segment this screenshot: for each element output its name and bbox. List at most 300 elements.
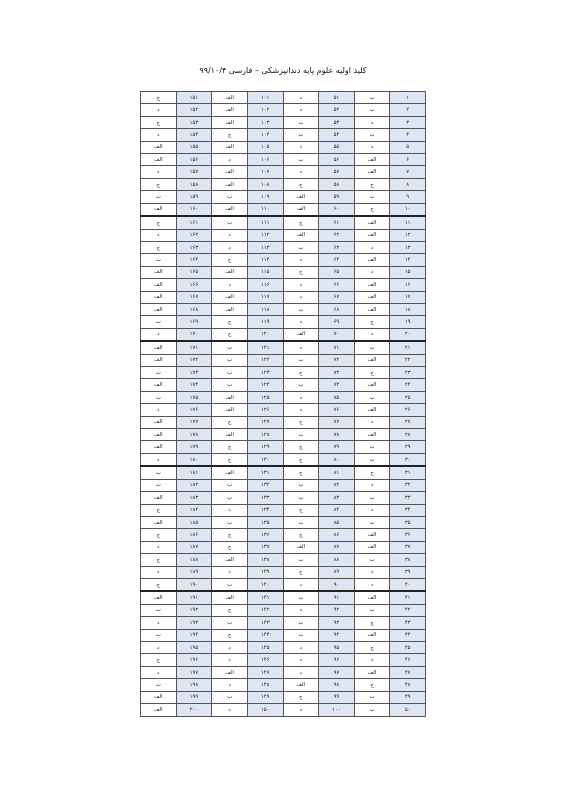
question-number-cell: ۹۰ xyxy=(319,578,355,591)
question-number-cell: ۷۱ xyxy=(319,341,355,354)
answer-cell: د xyxy=(212,704,248,717)
question-number-cell: ۱۲۵ xyxy=(247,391,283,403)
question-number-cell: ۶۹ xyxy=(319,316,355,328)
question-number-cell: ۱۰۹ xyxy=(247,191,283,203)
answer-cell: الف xyxy=(141,303,177,315)
answer-cell: الف xyxy=(141,704,177,717)
answer-cell: الف xyxy=(354,404,390,416)
question-number-cell: ۱۹۴ xyxy=(176,629,212,641)
table-row xyxy=(141,391,426,403)
question-number-cell: ۶۴ xyxy=(319,254,355,266)
answer-cell: ب xyxy=(354,92,390,104)
question-number-cell: ۱۵۲ xyxy=(176,104,212,116)
question-number-cell: ۹۸ xyxy=(319,679,355,691)
answer-cell: ب xyxy=(283,429,319,441)
question-number-cell: ۵۲ xyxy=(319,104,355,116)
answer-cell: ج xyxy=(283,566,319,578)
question-number-cell: ۶۱ xyxy=(319,216,355,229)
answer-cell: د xyxy=(283,141,319,153)
question-number-cell: ۱۱۹ xyxy=(247,316,283,328)
table-row xyxy=(141,429,426,441)
question-number-cell: ۱۰۸ xyxy=(247,178,283,190)
question-number-cell: ۶۵ xyxy=(319,266,355,278)
answer-cell: د xyxy=(283,704,319,717)
question-number-cell: ۱۷ xyxy=(390,291,426,303)
question-number-cell: ۱۹۳ xyxy=(176,617,212,629)
answer-cell: الف xyxy=(141,266,177,278)
question-number-cell: ۱۲۹ xyxy=(247,441,283,453)
answer-cell: ب xyxy=(141,316,177,328)
answer-cell: ج xyxy=(354,679,390,691)
question-number-cell: ۲۹ xyxy=(390,441,426,453)
question-number-cell: ۱۹۲ xyxy=(176,604,212,616)
answer-cell: ب xyxy=(212,354,248,366)
question-number-cell: ۷ xyxy=(390,166,426,178)
question-number-cell: ۱۰۱ xyxy=(247,92,283,104)
question-number-cell: ۱۵۹ xyxy=(176,191,212,203)
question-number-cell: ۱۰۴ xyxy=(247,129,283,141)
answer-cell: ب xyxy=(354,441,390,453)
question-number-cell: ۶۰ xyxy=(319,203,355,216)
answer-cell: د xyxy=(354,116,390,128)
answer-cell: ب xyxy=(141,254,177,266)
question-number-cell: ۹۵ xyxy=(319,642,355,654)
answer-cell: ب xyxy=(141,391,177,403)
table-row xyxy=(141,541,426,553)
table-row xyxy=(141,479,426,491)
answer-cell: الف xyxy=(141,341,177,354)
question-number-cell: ۱۳۱ xyxy=(247,466,283,479)
answer-cell: ب xyxy=(212,341,248,354)
answer-cell: د xyxy=(283,654,319,666)
answer-cell: الف xyxy=(354,529,390,541)
question-number-cell: ۲ xyxy=(390,104,426,116)
question-number-cell: ۱۰ xyxy=(390,203,426,216)
answer-cell: ب xyxy=(212,191,248,203)
question-number-cell: ۴۸ xyxy=(390,679,426,691)
question-number-cell: ۱۲۲ xyxy=(247,354,283,366)
question-number-cell: ۷۷ xyxy=(319,416,355,428)
table-row xyxy=(141,578,426,591)
question-number-cell: ۱۵۳ xyxy=(176,116,212,128)
answer-cell: ب xyxy=(283,516,319,528)
answer-cell: د xyxy=(283,604,319,616)
answer-cell: ج xyxy=(212,453,248,466)
question-number-cell: ۶۸ xyxy=(319,303,355,315)
answer-cell: الف xyxy=(141,354,177,366)
table-row xyxy=(141,141,426,153)
table-row xyxy=(141,229,426,241)
answer-cell: ج xyxy=(212,416,248,428)
question-number-cell: ۱۸۵ xyxy=(176,516,212,528)
question-number-cell: ۹۱ xyxy=(319,591,355,604)
table-row xyxy=(141,642,426,654)
answer-cell: ب xyxy=(212,691,248,703)
question-number-cell: ۱۴۵ xyxy=(247,642,283,654)
answer-cell: ج xyxy=(354,642,390,654)
answer-cell: ب xyxy=(283,492,319,504)
table-row xyxy=(141,704,426,717)
answer-cell: د xyxy=(212,154,248,166)
question-number-cell: ۱۳۸ xyxy=(247,554,283,566)
question-number-cell: ۱۳۷ xyxy=(247,541,283,553)
question-number-cell: ۵۰ xyxy=(390,704,426,717)
question-number-cell: ۴۵ xyxy=(390,642,426,654)
question-number-cell: ۱۴۲ xyxy=(247,604,283,616)
question-number-cell: ۱۴۱ xyxy=(247,591,283,604)
question-number-cell: ۲۵ xyxy=(390,391,426,403)
question-number-cell: ۱۶۲ xyxy=(176,229,212,241)
question-number-cell: ۱۵۰ xyxy=(247,704,283,717)
answer-cell: ج xyxy=(354,367,390,379)
question-number-cell: ۷۶ xyxy=(319,404,355,416)
answer-cell: د xyxy=(283,92,319,104)
table-row xyxy=(141,254,426,266)
answer-cell: ج xyxy=(354,316,390,328)
answer-cell: ب xyxy=(212,479,248,491)
question-number-cell: ۱۶۶ xyxy=(176,279,212,291)
question-number-cell: ۱۷۵ xyxy=(176,391,212,403)
question-number-cell: ۱۲۳ xyxy=(247,367,283,379)
question-number-cell: ۱۵۸ xyxy=(176,178,212,190)
question-number-cell: ۱۵۴ xyxy=(176,129,212,141)
answer-cell: ب xyxy=(212,617,248,629)
answer-cell: د xyxy=(283,279,319,291)
question-number-cell: ۱۵۶ xyxy=(176,154,212,166)
answer-cell: الف xyxy=(212,92,248,104)
question-number-cell: ۹ xyxy=(390,191,426,203)
question-number-cell: ۷۴ xyxy=(319,379,355,391)
answer-cell: الف xyxy=(212,404,248,416)
answer-cell: الف xyxy=(283,203,319,216)
answer-cell: ج xyxy=(354,617,390,629)
table-row xyxy=(141,691,426,703)
answer-cell: الف xyxy=(354,166,390,178)
answer-cell: ج xyxy=(283,691,319,703)
question-number-cell: ۱۶۸ xyxy=(176,303,212,315)
answer-cell: الف xyxy=(354,254,390,266)
answer-cell: ب xyxy=(141,679,177,691)
answer-cell: د xyxy=(354,566,390,578)
answer-cell: د xyxy=(212,566,248,578)
question-number-cell: ۵۱ xyxy=(319,92,355,104)
answer-cell: ب xyxy=(354,129,390,141)
table-row xyxy=(141,328,426,341)
question-number-cell: ۱۸۱ xyxy=(176,466,212,479)
table-row xyxy=(141,116,426,128)
table-row xyxy=(141,166,426,178)
answer-cell: د xyxy=(354,266,390,278)
answer-cell: الف xyxy=(354,279,390,291)
answer-cell: د xyxy=(283,391,319,403)
question-number-cell: ۱۰۰ xyxy=(319,704,355,717)
question-number-cell: ۹۳ xyxy=(319,617,355,629)
answer-cell: د xyxy=(141,642,177,654)
answer-cell: ج xyxy=(212,604,248,616)
question-number-cell: ۸۳ xyxy=(319,492,355,504)
question-number-cell: ۹۹ xyxy=(319,691,355,703)
table-row xyxy=(141,367,426,379)
question-number-cell: ۴۱ xyxy=(390,591,426,604)
question-number-cell: ۸۰ xyxy=(319,453,355,466)
question-number-cell: ۷۹ xyxy=(319,441,355,453)
question-number-cell: ۱۶۱ xyxy=(176,216,212,229)
table-row xyxy=(141,604,426,616)
answer-cell: الف xyxy=(212,303,248,315)
table-row xyxy=(141,666,426,678)
table-row xyxy=(141,591,426,604)
answer-cell: الف xyxy=(141,291,177,303)
answer-cell: ج xyxy=(283,367,319,379)
answer-cell: ب xyxy=(212,516,248,528)
question-number-cell: ۱۷۶ xyxy=(176,404,212,416)
answer-cell: د xyxy=(212,679,248,691)
question-number-cell: ۱۹۱ xyxy=(176,591,212,604)
question-number-cell: ۴۲ xyxy=(390,604,426,616)
answer-cell: د xyxy=(354,328,390,341)
question-number-cell: ۱۱۸ xyxy=(247,303,283,315)
answer-cell: ب xyxy=(354,704,390,717)
page-title: کلید اولیه علوم پایه دندانپزشکی – فارسی ۹۹/۱۰/۴ xyxy=(199,66,367,75)
answer-cell: ب xyxy=(354,191,390,203)
answer-cell: ج xyxy=(141,504,177,516)
answer-cell: د xyxy=(141,229,177,241)
answer-cell: د xyxy=(354,654,390,666)
question-number-cell: ۱۹۵ xyxy=(176,642,212,654)
question-number-cell: ۷۵ xyxy=(319,391,355,403)
answer-cell: الف xyxy=(283,191,319,203)
answer-cell: الف xyxy=(141,141,177,153)
question-number-cell: ۵۵ xyxy=(319,141,355,153)
answer-cell: الف xyxy=(283,541,319,553)
answer-cell: الف xyxy=(212,203,248,216)
answer-cell: ب xyxy=(141,604,177,616)
answer-cell: ج xyxy=(212,254,248,266)
question-number-cell: ۱۳۵ xyxy=(247,516,283,528)
table-row xyxy=(141,178,426,190)
question-number-cell: ۹۴ xyxy=(319,629,355,641)
question-number-cell: ۱۶۹ xyxy=(176,316,212,328)
question-number-cell: ۱۳۰ xyxy=(247,453,283,466)
answer-cell: الف xyxy=(354,154,390,166)
table-row xyxy=(141,516,426,528)
question-number-cell: ۱۶۷ xyxy=(176,291,212,303)
table-row xyxy=(141,203,426,216)
answer-cell: ب xyxy=(283,554,319,566)
answer-cell: ب xyxy=(141,367,177,379)
question-number-cell: ۲۰۰ xyxy=(176,704,212,717)
question-number-cell: ۵۹ xyxy=(319,191,355,203)
answer-cell: د xyxy=(354,416,390,428)
question-number-cell: ۱۷۷ xyxy=(176,416,212,428)
table-row xyxy=(141,92,426,104)
question-number-cell: ۱۹ xyxy=(390,316,426,328)
question-number-cell: ۶۲ xyxy=(319,229,355,241)
answer-cell: الف xyxy=(212,178,248,190)
table-row xyxy=(141,453,426,466)
question-number-cell: ۱۶۰ xyxy=(176,203,212,216)
question-number-cell: ۸۲ xyxy=(319,479,355,491)
question-number-cell: ۱۵ xyxy=(390,266,426,278)
question-number-cell: ۱۸۳ xyxy=(176,492,212,504)
answer-cell: الف xyxy=(354,379,390,391)
question-number-cell: ۵۴ xyxy=(319,129,355,141)
answer-cell: الف xyxy=(354,354,390,366)
question-number-cell: ۴۶ xyxy=(390,654,426,666)
question-number-cell: ۱۵۷ xyxy=(176,166,212,178)
answer-cell: د xyxy=(354,504,390,516)
answer-cell: ج xyxy=(212,129,248,141)
table-row xyxy=(141,104,426,116)
answer-cell: د xyxy=(212,504,248,516)
question-number-cell: ۹۲ xyxy=(319,604,355,616)
answer-cell: ب xyxy=(141,466,177,479)
answer-cell: الف xyxy=(212,291,248,303)
answer-cell: د xyxy=(141,566,177,578)
question-number-cell: ۶۷ xyxy=(319,291,355,303)
answer-cell: ج xyxy=(141,216,177,229)
answer-cell: الف xyxy=(141,591,177,604)
question-number-cell: ۱۰۵ xyxy=(247,141,283,153)
table-row xyxy=(141,492,426,504)
question-number-cell: ۳۵ xyxy=(390,516,426,528)
answer-cell: ب xyxy=(283,303,319,315)
question-number-cell: ۱۴۳ xyxy=(247,617,283,629)
answer-cell: ب xyxy=(141,191,177,203)
question-number-cell: ۲۸ xyxy=(390,429,426,441)
question-number-cell: ۱۴۸ xyxy=(247,679,283,691)
question-number-cell: ۱۷۳ xyxy=(176,367,212,379)
question-number-cell: ۳۰ xyxy=(390,453,426,466)
answer-cell: الف xyxy=(354,229,390,241)
answer-cell: الف xyxy=(212,266,248,278)
question-number-cell: ۱۲۴ xyxy=(247,379,283,391)
question-number-cell: ۲۲ xyxy=(390,354,426,366)
answer-cell: ج xyxy=(212,316,248,328)
answer-cell: ب xyxy=(354,341,390,354)
question-number-cell: ۱۹۸ xyxy=(176,679,212,691)
answer-cell: ب xyxy=(212,216,248,229)
answer-cell: ج xyxy=(283,178,319,190)
answer-cell: د xyxy=(354,578,390,591)
question-number-cell: ۱۰۷ xyxy=(247,166,283,178)
table-row xyxy=(141,303,426,315)
answer-cell: الف xyxy=(141,691,177,703)
question-number-cell: ۳۸ xyxy=(390,554,426,566)
question-number-cell: ۱۲ xyxy=(390,229,426,241)
question-number-cell: ۱۲۶ xyxy=(247,404,283,416)
question-number-cell: ۱۷۰ xyxy=(176,328,212,341)
table-row xyxy=(141,291,426,303)
answer-cell: د xyxy=(141,129,177,141)
question-number-cell: ۱۱۱ xyxy=(247,216,283,229)
answer-cell: الف xyxy=(212,391,248,403)
answer-cell: الف xyxy=(283,229,319,241)
answer-cell: الف xyxy=(212,141,248,153)
question-number-cell: ۱۳۳ xyxy=(247,492,283,504)
answer-cell: د xyxy=(212,229,248,241)
question-number-cell: ۸۵ xyxy=(319,516,355,528)
answer-cell: ب xyxy=(283,479,319,491)
answer-cell: د xyxy=(283,166,319,178)
answer-cell: د xyxy=(354,479,390,491)
answer-cell: ج xyxy=(354,466,390,479)
question-number-cell: ۸۸ xyxy=(319,554,355,566)
answer-cell: الف xyxy=(141,154,177,166)
question-number-cell: ۱۰۲ xyxy=(247,104,283,116)
question-number-cell: ۳ xyxy=(390,116,426,128)
answer-cell: الف xyxy=(354,541,390,553)
answer-cell: الف xyxy=(141,441,177,453)
question-number-cell: ۱۴۶ xyxy=(247,654,283,666)
question-number-cell: ۱۷۹ xyxy=(176,441,212,453)
question-number-cell: ۱۴۰ xyxy=(247,578,283,591)
question-number-cell: ۸۷ xyxy=(319,541,355,553)
answer-cell: الف xyxy=(354,629,390,641)
answer-cell: ب xyxy=(283,241,319,253)
question-number-cell: ۶۶ xyxy=(319,279,355,291)
answer-cell: ب xyxy=(212,492,248,504)
answer-cell: ج xyxy=(212,441,248,453)
question-number-cell: ۱۱۳ xyxy=(247,241,283,253)
answer-cell: الف xyxy=(212,666,248,678)
answer-cell: ج xyxy=(141,92,177,104)
answer-cell: د xyxy=(141,541,177,553)
table-row xyxy=(141,404,426,416)
question-number-cell: ۱۷۴ xyxy=(176,379,212,391)
question-number-cell: ۱۵۱ xyxy=(176,92,212,104)
table-row xyxy=(141,504,426,516)
question-number-cell: ۱۹۷ xyxy=(176,666,212,678)
answer-cell: د xyxy=(141,453,177,466)
answer-cell: د xyxy=(141,404,177,416)
answer-cell: د xyxy=(354,141,390,153)
answer-cell: د xyxy=(141,328,177,341)
answer-cell: ج xyxy=(212,529,248,541)
answer-cell: د xyxy=(283,341,319,354)
question-number-cell: ۱۸۰ xyxy=(176,453,212,466)
question-number-cell: ۳۱ xyxy=(390,466,426,479)
question-number-cell: ۱۲۷ xyxy=(247,416,283,428)
answer-cell: د xyxy=(141,166,177,178)
question-number-cell: ۲۳ xyxy=(390,367,426,379)
answer-cell: ب xyxy=(283,154,319,166)
table-row xyxy=(141,617,426,629)
answer-cell: د xyxy=(141,104,177,116)
answer-cell: ب xyxy=(283,354,319,366)
question-number-cell: ۱۲۸ xyxy=(247,429,283,441)
question-number-cell: ۳۴ xyxy=(390,504,426,516)
question-number-cell: ۸۱ xyxy=(319,466,355,479)
question-number-cell: ۱۱۲ xyxy=(247,229,283,241)
question-number-cell: ۸۶ xyxy=(319,529,355,541)
question-number-cell: ۱۴۹ xyxy=(247,691,283,703)
table-row xyxy=(141,241,426,253)
answer-cell: ج xyxy=(212,328,248,341)
answer-cell: الف xyxy=(354,666,390,678)
answer-cell: د xyxy=(283,578,319,591)
answer-cell: ج xyxy=(212,541,248,553)
question-number-cell: ۷۰ xyxy=(319,328,355,341)
answer-cell: د xyxy=(283,666,319,678)
question-number-cell: ۱۹۶ xyxy=(176,654,212,666)
answer-cell: الف xyxy=(212,116,248,128)
table-row xyxy=(141,279,426,291)
question-number-cell: ۸۴ xyxy=(319,504,355,516)
answer-cell: ب xyxy=(354,453,390,466)
question-number-cell: ۱۷۲ xyxy=(176,354,212,366)
answer-cell: ب xyxy=(283,129,319,141)
